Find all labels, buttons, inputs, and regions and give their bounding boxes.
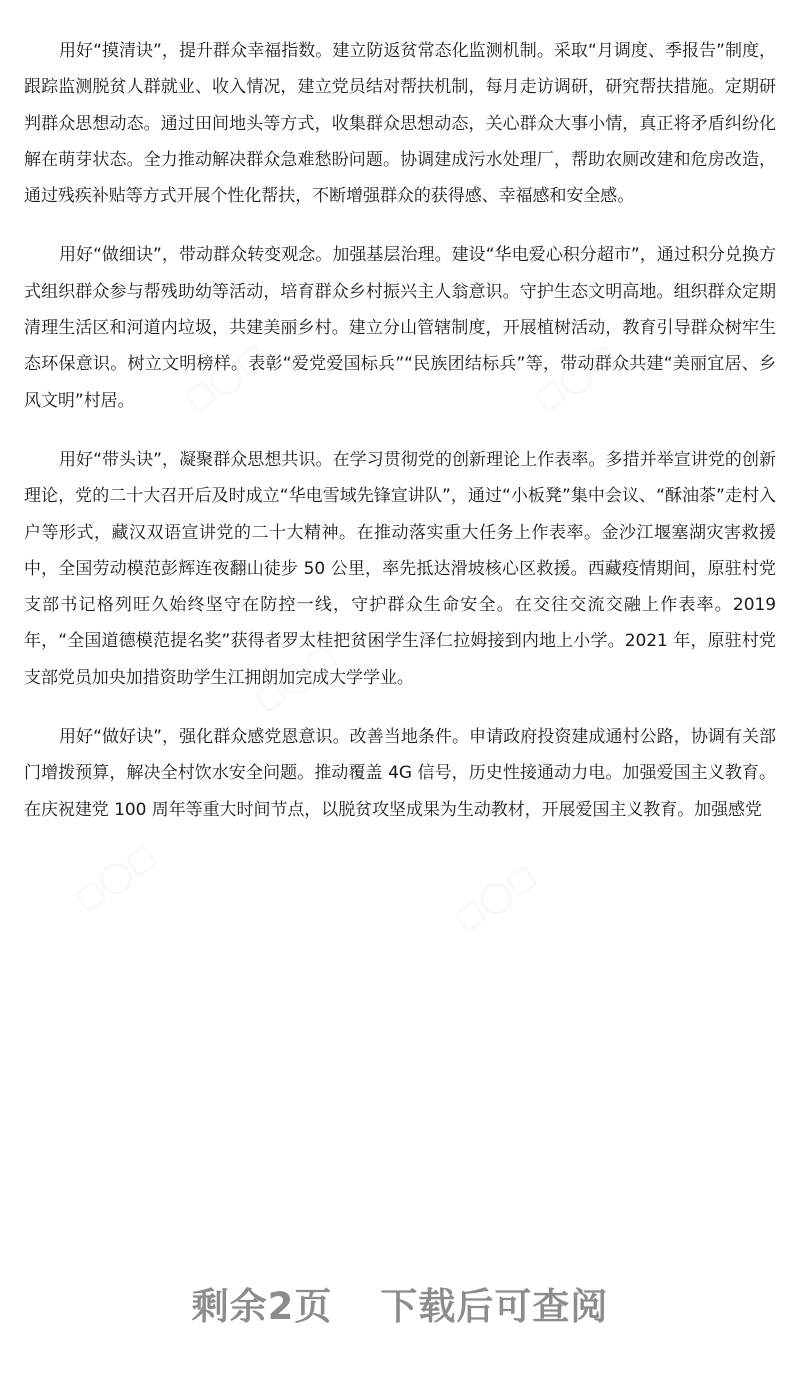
document-body xyxy=(24,33,776,828)
paragraph-mo-qing: 用好“摸清诀”，提升群众幸福指数。建立防返贫常态化监测机制。采取“月调度、季报告”制度，跟踪监测脱贫人群就业、收入情况，建立党员结对帮扶机制，每月走访调研，研究帮扶措施。定期研判群众思想动态。通过田间地头等方式，收集群众思想动态，关心群众大事小情，真正将矛盾纠纷化解在萌芽状态。全力推动解决群众急难愁盼问题。协调建成污水处理厂，帮助农厕改建和危房改造，通过残疾补贴等方式开展个性化帮扶，不断增强群众的获得感、幸福感和安全感。 xyxy=(24,41,776,207)
watermark-mark: ▢◯▢ xyxy=(528,337,623,418)
watermark-mark: ▢◯▢ xyxy=(248,637,343,718)
download-prompt-banner[interactable] xyxy=(0,1276,800,1330)
watermark-mark: ▢◯▢ xyxy=(178,337,273,418)
paragraph-zuo-hao: 用好“做好诀”，强化群众感党恩意识。改善当地条件。申请政府投资建成通村公路，协调有关部门增拨预算，解决全村饮水安全问题。推动覆盖 4G 信号，历史性接通动力电。加强爱国主义教育。在庆祝建党 100 周年等重大时间节点，以脱贫攻坚成果为生动教材，开展爱国主义教育。加强感党 xyxy=(24,727,776,820)
watermark-mark: ▢◯▢ xyxy=(68,837,163,918)
remaining-pages-label: 剩余2页 xyxy=(191,1285,333,1328)
watermark-mark: ▢◯▢ xyxy=(448,857,543,938)
download-hint-label: 下载后可查阅 xyxy=(380,1285,609,1328)
paragraph-zuo-xi: 用好“做细诀”，带动群众转变观念。加强基层治理。建设“华电爱心积分超市”，通过积分兑换方式组织群众参与帮残助幼等活动，培育群众乡村振兴主人翁意识。守护生态文明高地。组织群众定期清理生活区和河道内垃圾，共建美丽乡村。建立分山管辖制度，开展植树活动，教育引导群众树牢生态环保意识。树立文明榜样。表彰“爱党爱国标兵”“民族团结标兵”等，带动群众共建“美丽宜居、乡风文明”村居。 xyxy=(24,245,776,411)
paragraph-dai-tou: 用好“带头诀”，凝聚群众思想共识。在学习贯彻党的创新理论上作表率。多措并举宣讲党的创新理论，党的二十大召开后及时成立“华电雪域先锋宣讲队”，通过“小板凳”集中会议、“酥油茶”走村入户等形式，藏汉双语宣讲党的二十大精神。在推动落实重大任务上作表率。金沙江堰塞湖灾害救援中，全国劳动模范彭辉连夜翻山徒步 50 公里，率先抵达滑坡核心区救援。西藏疫情期间，原驻村党支部书记格列旺久始终坚守在防控一线，守护群众生命安全。在交往交流交融上作表率。2019 年，“全国道德模范提名奖”获得者罗太桂把贫困学生泽仁拉姆接到内地上小学。2021 年，原驻村党支部党员加央加措资助学生江拥朗加完成大学学业。 xyxy=(24,449,776,688)
